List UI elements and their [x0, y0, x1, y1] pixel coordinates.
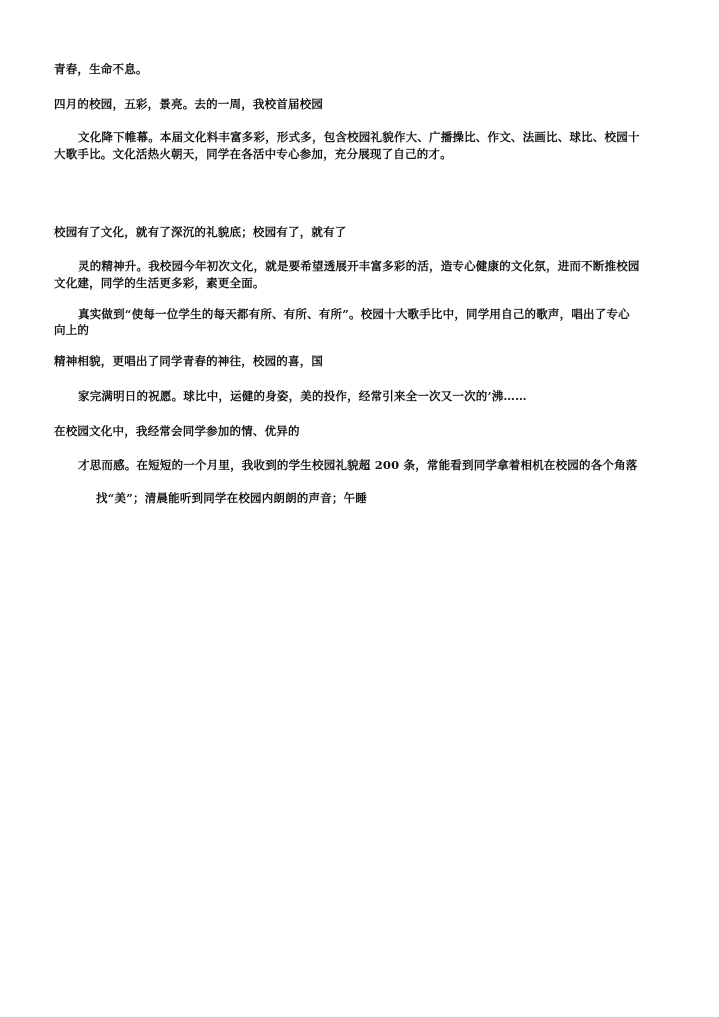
paragraph-6-line-2: 向上的 [54, 323, 90, 337]
paragraph-5-line-2: 文化建，同学的生活更多彩，素更全面。 [54, 276, 265, 290]
paragraph-4: 校园有了文化，就有了深沉的礼貌底；校园有了，就有了 [54, 225, 347, 239]
paragraph-3-line-2: 大歌手比。文化活热火朝天，同学在各活中专心参加，充分展现了自己的才。 [54, 147, 452, 161]
paragraph-6-line-1: 真实做到“使每一位学生的每天都有所、有所、有所”。校园十大歌手比中，同学用自己的歌声，唱出了专心 [78, 307, 630, 321]
paragraph-9: 在校园文化中，我经常会同学参加的情、优异的 [54, 424, 300, 438]
paragraph-8: 家完满明日的祝愿。球比中，运健的身姿，美的投作，经常引来全一次又一次的’沸…… [78, 389, 527, 403]
paragraph-3-line-1: 文化降下帷幕。本届文化料丰富多彩，形式多，包含校园礼貌作大、广播操比、作文、法画比、球比、校园十 [78, 130, 640, 144]
paragraph-7: 精神相貌，更唱出了同学青春的神往，校园的喜，国 [54, 354, 324, 368]
paragraph-11: 找“美”；清晨能听到同学在校园内朗朗的声音；午睡 [96, 491, 368, 505]
paragraph-10: 才思而感。在短短的一个月里，我收到的学生校园礼貌超 200 条，常能看到同学拿着相机在校园的各个角落 [78, 458, 638, 472]
paragraph-5-line-1: 灵的精神升。我校园今年初次文化，就是要希望透展开丰富多彩的活，造专心健康的文化氛，进而不断推校园 [78, 259, 640, 273]
paragraph-1: 青春，生命不息。 [54, 62, 148, 76]
paragraph-2: 四月的校园，五彩，景亮。去的一周，我校首届校园 [54, 97, 324, 111]
